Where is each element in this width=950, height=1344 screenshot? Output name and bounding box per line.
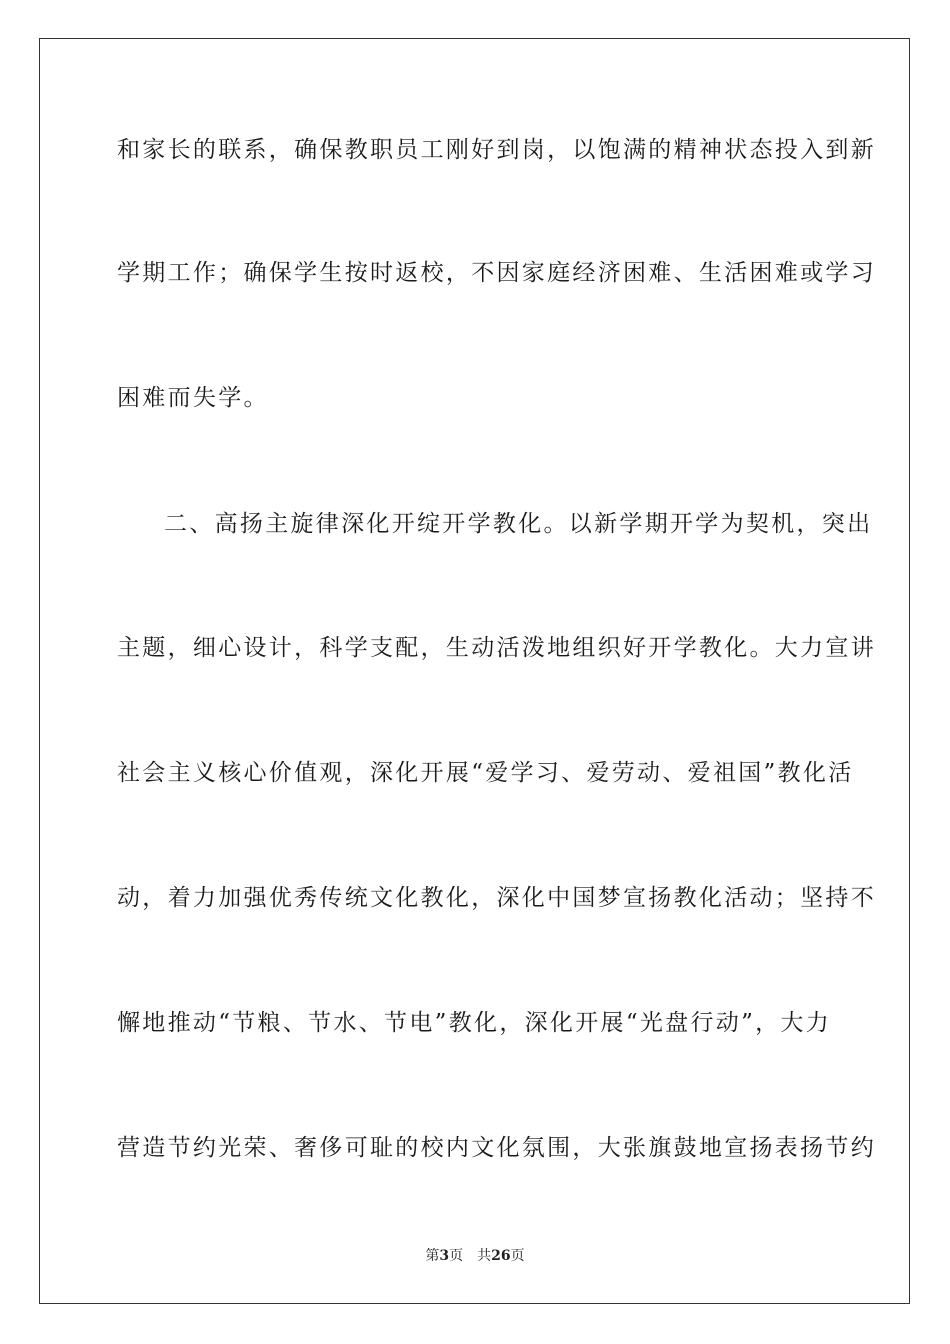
text-line: 困难而失学。 bbox=[117, 385, 269, 411]
text-line: 社会主义核心价值观，深化开展“爱学习、爱劳动、爱祖国”教化活 bbox=[117, 760, 854, 786]
text-line: 和家长的联系，确保教职员工刚好到岗，以饱满的精神状态投入到新 bbox=[117, 137, 876, 163]
text-line: 营造节约光荣、奢侈可耻的校内文化氛围，大张旗鼓地宣扬表扬节约 bbox=[117, 1135, 876, 1161]
total-pages: 26 bbox=[491, 1248, 511, 1264]
page-label-prefix: 第 bbox=[425, 1248, 440, 1264]
total-label-prefix: 共 bbox=[477, 1248, 492, 1264]
text-line: 动，着力加强优秀传统文化教化，深化中国梦宣扬教化活动；坚持不 bbox=[117, 885, 876, 911]
page-border bbox=[39, 38, 910, 1304]
paragraph-first-line: 二、高扬主旋律深化开绽开学教化。以新学期开学为契机，突出 bbox=[164, 511, 873, 537]
text-line: 懈地推动“节粮、节水、节电”教化，深化开展“光盘行动”，大力 bbox=[117, 1010, 832, 1036]
text-line: 主题，细心设计，科学支配，生动活泼地组织好开学教化。大力宣讲 bbox=[117, 635, 876, 661]
page-footer bbox=[0, 1247, 950, 1265]
total-label-suffix: 页 bbox=[510, 1248, 525, 1264]
page-number: 3 bbox=[439, 1248, 450, 1264]
page-label-suffix: 页 bbox=[449, 1248, 464, 1264]
text-line: 学期工作；确保学生按时返校，不因家庭经济困难、生活困难或学习 bbox=[117, 260, 876, 286]
